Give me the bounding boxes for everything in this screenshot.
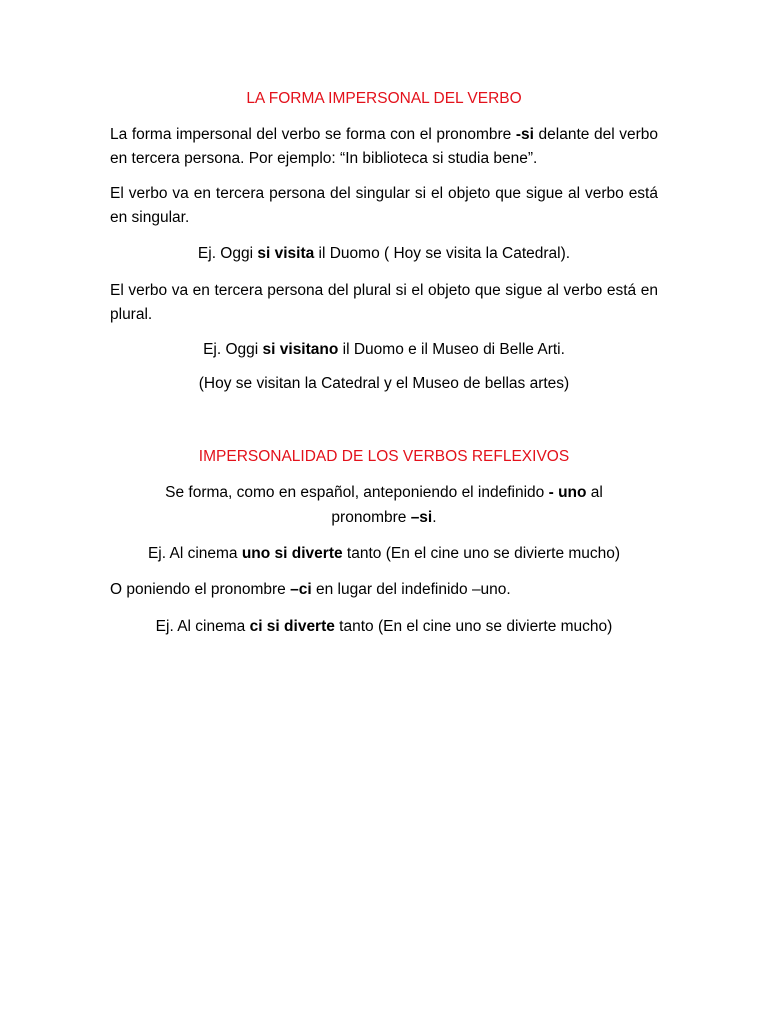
paragraph-reflexive-line-1 [0,483,768,503]
paragraph-reflexive-al: al [586,484,603,501]
example-singular [0,244,768,264]
example-ci-si-diverte [0,617,768,637]
paragraph-definition [110,123,658,171]
indefinite-uno-bold: - uno [548,484,587,501]
example-plural-prefix: Ej. Oggi [203,341,263,358]
paragraph-ci-suffix: en lugar del indefinido –uno. [311,581,511,598]
example-singular-verb-bold: si visita [257,245,315,262]
paragraph-ci-prefix: O poniendo el pronombre [110,581,291,598]
paragraph-definition-text-start: La forma impersonal del verbo se forma con el pronombre [110,126,516,143]
example-plural [0,340,768,360]
example-uno-si-diverte [0,544,768,564]
example-singular-suffix: il Duomo ( Hoy se visita la Catedral). [314,245,571,262]
pronoun-ci-bold: –ci [290,581,312,598]
pronoun-si-bold: -si [515,126,534,143]
example-plural-translation: (Hoy se visitan la Catedral y el Museo de bellas artes) [198,375,570,392]
heading-verbos-reflexivos: IMPERSONALIDAD DE LOS VERBOS REFLEXIVOS [198,448,570,465]
heading-forma-impersonal: LA FORMA IMPERSONAL DEL VERBO [246,90,522,107]
paragraph-reflexive-text: Se forma, como en español, anteponiendo el indefinido [165,484,549,501]
paragraph-singular-rule: El verbo va en tercera persona del singular si el objeto que sigue al verbo está en singular. [110,185,658,226]
paragraph-reflexive-line-2 [0,508,768,528]
pronoun-si-dash-bold: –si [410,509,433,526]
example-plural-suffix: il Duomo e il Museo di Belle Arti. [338,341,565,358]
paragraph-reflexive-pronombre: pronombre [331,509,411,526]
paragraph-ci-alternative [110,580,511,600]
example-uno-prefix: Ej. Al cinema [147,545,242,562]
paragraph-plural-rule: El verbo va en tercera persona del plural si el objeto que sigue al verbo está en plural. [110,282,658,323]
paragraph-reflexive-period: . [432,509,437,526]
example-uno-suffix: tanto (En el cine uno se divierte mucho) [342,545,621,562]
example-plural-verb-bold: si visitano [262,341,339,358]
example-singular-prefix: Ej. Oggi [197,245,258,262]
example-ci-verb-bold: ci si diverte [249,618,335,635]
example-ci-prefix: Ej. Al cinema [155,618,250,635]
example-uno-verb-bold: uno si diverte [241,545,343,562]
paragraph-definition-text-end: delante del verbo en tercera persona. Por ejemplo: “In biblioteca si studia bene”. [110,126,658,167]
example-ci-suffix: tanto (En el cine uno se divierte mucho) [334,618,613,635]
